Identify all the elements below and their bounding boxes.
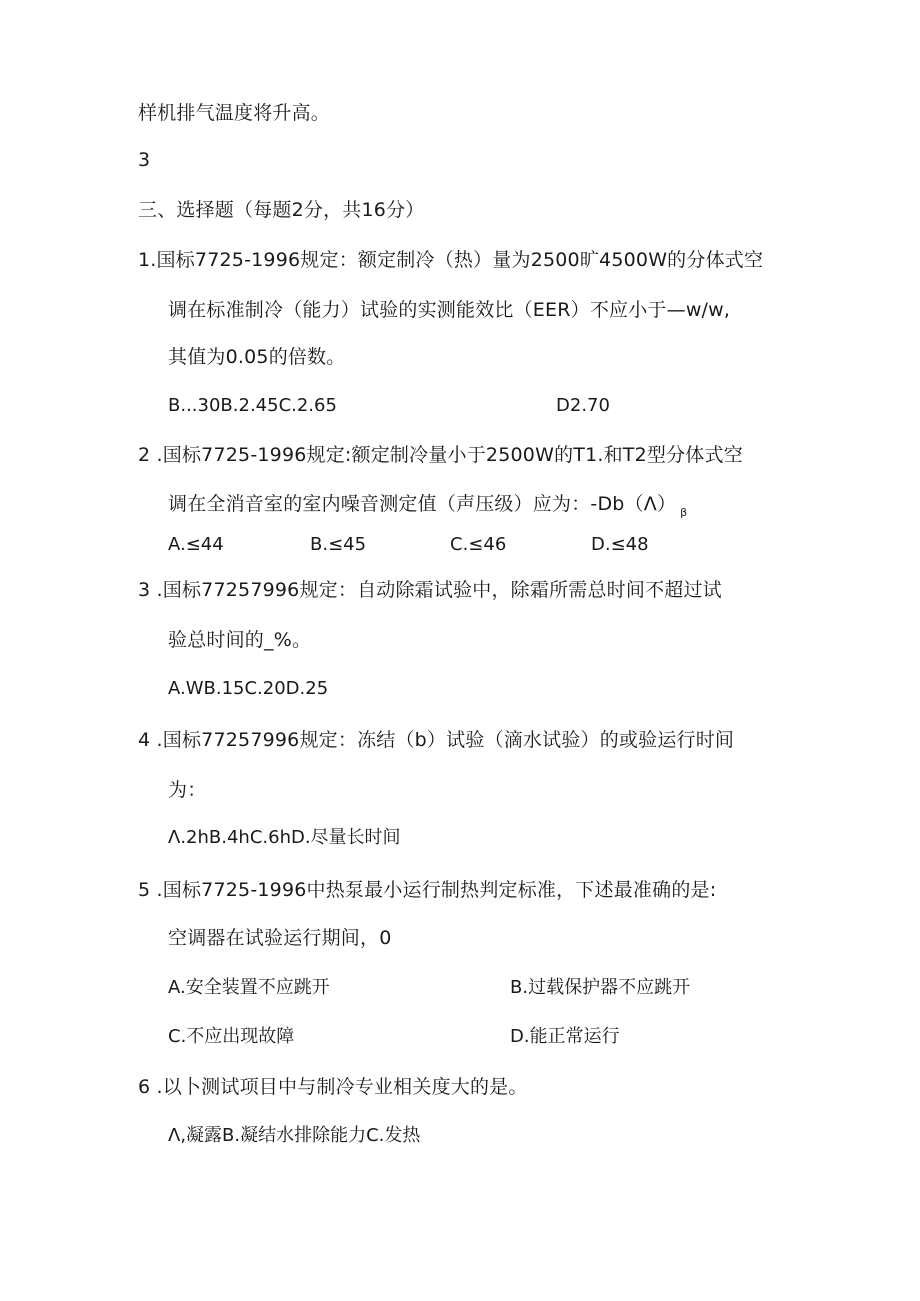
question-5-option-c: C.不应出现故障: [168, 1026, 295, 1047]
question-5-option-a: A.安全装置不应跳开: [168, 977, 330, 998]
question-6-line-1: 6 .以卜测试项目中与制冷专业相关度大的是。: [138, 1076, 528, 1098]
intro-tail-text: 样机排气温度将升高。: [138, 102, 331, 124]
question-4-line-1: 4 .国标77257996规定：冻结（b）试验（滴水试验）的或验运行时间: [138, 729, 735, 751]
question-1-option-d: D2.70: [556, 395, 610, 416]
question-5-option-d: D.能正常运行: [510, 1026, 620, 1047]
question-4-line-2: 为：: [168, 779, 207, 801]
question-2-option-b: B.≤45: [310, 534, 367, 555]
question-3-options: A.WB.15C.20D.25: [168, 678, 329, 699]
question-1-options-abc: B...30B.2.45C.2.65: [168, 395, 337, 416]
question-2-option-c: C.≤46: [450, 534, 507, 555]
question-1-line-1: 1.国标7725-1996规定：额定制冷（热）量为2500旷4500W的分体式空: [138, 249, 764, 271]
question-1-line-2: 调在标准制冷（能力）试验的实测能效比（EER）不应小于—w/w,: [168, 299, 731, 321]
question-5-line-2: 空调器在试验运行期间，0: [168, 927, 392, 949]
question-1-line-3: 其值为0.05的倍数。: [168, 346, 346, 368]
question-3-line-1: 3 .国标77257996规定：自动除霜试验中，除霜所需总时间不超过试: [138, 579, 722, 601]
question-3-line-2: 验总时间的_%。: [168, 629, 312, 651]
section-heading: 三、选择题（每题2分，共16分）: [138, 199, 425, 221]
question-5-line-1: 5 .国标7725-1996中热泵最小运行制热判定标准，下述最准确的是:: [138, 879, 717, 901]
question-6-options: Λ,凝露B.凝结水排除能力C.发热: [168, 1125, 421, 1146]
question-2-line-2-text: 调在全消音室的室内噪音测定值（声压级）应为：-Db（Λ）: [168, 493, 677, 515]
question-4-options: Λ.2hB.4hC.6hD.尽量长时间: [168, 827, 401, 848]
page-number: 3: [138, 149, 151, 171]
question-2-option-a: A.≤44: [168, 534, 224, 555]
question-2-line-1: 2 .国标7725-1996规定:额定制冷量小于2500W的T1.和T2型分体式空: [138, 444, 743, 466]
question-2-option-d: D.≤48: [591, 534, 649, 555]
question-5-option-b: B.过载保护器不应跳开: [510, 977, 691, 998]
question-2-line-2: [168, 492, 687, 525]
question-2-line-2-suffix: β: [680, 506, 688, 519]
